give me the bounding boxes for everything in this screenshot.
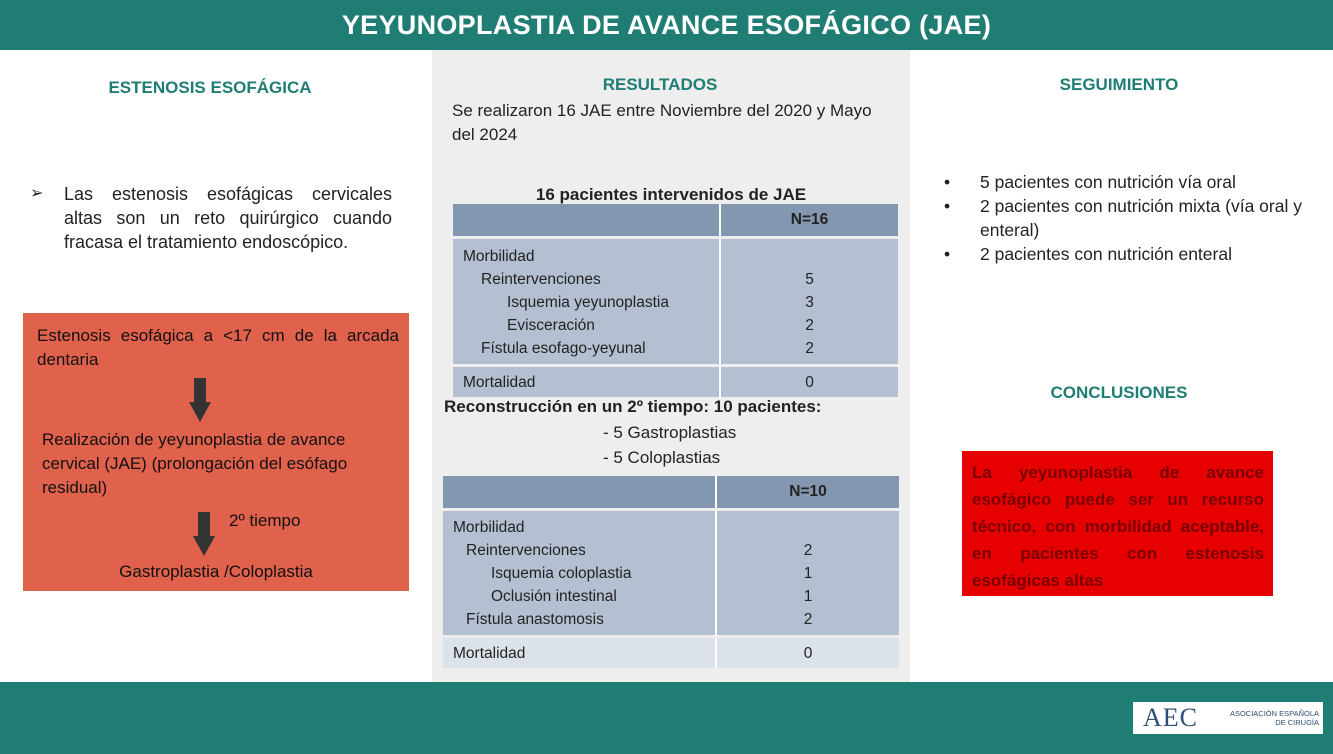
reconstruction-item: - 5 Coloplastias (603, 448, 721, 467)
row-value: 0 (805, 374, 814, 391)
row-label: Morbilidad (453, 519, 525, 536)
conclusions-heading: CONCLUSIONES (1050, 383, 1188, 402)
list-item (944, 170, 1324, 194)
table-row (453, 239, 898, 364)
row-label: Fístula anastomosis (466, 611, 604, 628)
table-header-row (453, 204, 898, 236)
bullet-icon: • (944, 244, 951, 264)
table-header-value: N=16 (790, 211, 829, 228)
row-value: 3 (805, 294, 814, 311)
list-item-text: 5 pacientes con nutrición vía oral (980, 172, 1236, 192)
table-header-row (443, 476, 899, 508)
table-header-value: N=10 (789, 483, 827, 500)
down-arrow-icon (189, 378, 211, 422)
row-label: Fístula esofago-yeyunal (481, 340, 646, 357)
row-label: Mortalidad (453, 645, 526, 662)
list-item (944, 242, 1324, 266)
down-arrow-icon (193, 512, 215, 556)
row-value: 1 (803, 565, 813, 582)
results-table-2 (443, 476, 899, 668)
row-value: 0 (803, 645, 813, 662)
list-item-text: 2 pacientes con nutrición enteral (980, 244, 1232, 264)
conclusion-text: La yeyunoplastia de avance esofágico puede ser un recurso técnico, con morbilidad aceptable, en pacientes con estenosis esofágicas altas (972, 463, 1264, 590)
bullet-icon: • (944, 172, 951, 192)
mortality-row (443, 638, 899, 668)
flow-step-3: Gastroplastia /Coloplastia (119, 562, 313, 581)
row-label: Reintervenciones (466, 542, 586, 559)
arrowhead-bullet-icon: ➢ (30, 185, 44, 202)
list-item (944, 194, 1324, 242)
list-item-text: 2 pacientes con nutrición mixta (vía oral y enteral) (980, 196, 1302, 240)
flow-step-2: Realización de yeyunoplastia de avance cervical (JAE) (prolongación del esófago residual) (42, 430, 348, 497)
left-heading: ESTENOSIS ESOFÁGICA (108, 78, 312, 97)
flow-box (23, 313, 409, 591)
row-value (721, 245, 898, 268)
follow-up-heading: SEGUIMIENTO (1059, 75, 1179, 94)
row-value: 1 (803, 588, 813, 605)
poster-title: YEYUNOPLASTIA DE AVANCE ESOFÁGICO (JAE) (341, 10, 992, 40)
row-value: 2 (803, 611, 813, 628)
flow-step-2-note: 2º tiempo (229, 511, 301, 530)
row-value (717, 516, 899, 539)
table1-title: 16 pacientes intervenidos de JAE (535, 185, 807, 204)
results-table-1 (453, 204, 898, 397)
bullet-icon: • (944, 196, 951, 216)
results-heading: RESULTADOS (602, 75, 718, 94)
row-value: 2 (805, 317, 814, 334)
row-value: 5 (805, 271, 814, 288)
row-label: Isquemia yeyunoplastia (507, 294, 669, 311)
row-label: Isquemia coloplastia (491, 565, 632, 582)
intro-paragraph (30, 182, 392, 254)
row-label: Morbilidad (463, 248, 535, 265)
logo-mark: AEC (1143, 703, 1198, 732)
logo-text: ASOCIACIÓN ESPAÑOLA DE CIRUGÍA (1229, 709, 1319, 727)
row-value: 2 (805, 340, 814, 357)
row-label: Oclusión intestinal (491, 588, 617, 605)
row-label: Evisceración (507, 317, 595, 334)
reconstruction-line: Reconstrucción en un 2º tiempo: 10 pacientes: (444, 397, 822, 416)
flow-step-1: Estenosis esofágica a <17 cm de la arcada dentaria (37, 326, 399, 369)
row-label: Reintervenciones (481, 271, 601, 288)
follow-up-list (944, 170, 1324, 266)
conclusion-box (962, 451, 1273, 596)
table-row (443, 511, 899, 635)
aec-logo (1133, 702, 1323, 734)
row-label: Mortalidad (463, 374, 536, 391)
mortality-row (453, 367, 898, 397)
intro-text: Las estenosis esofágicas cervicales altas son un reto quirúrgico cuando fracasa el tratamiento endoscópico. (64, 184, 392, 252)
results-intro: Se realizaron 16 JAE entre Noviembre del 2020 y Mayo del 2024 (452, 101, 872, 144)
row-value: 2 (803, 542, 813, 559)
reconstruction-item: - 5 Gastroplastias (603, 423, 737, 442)
